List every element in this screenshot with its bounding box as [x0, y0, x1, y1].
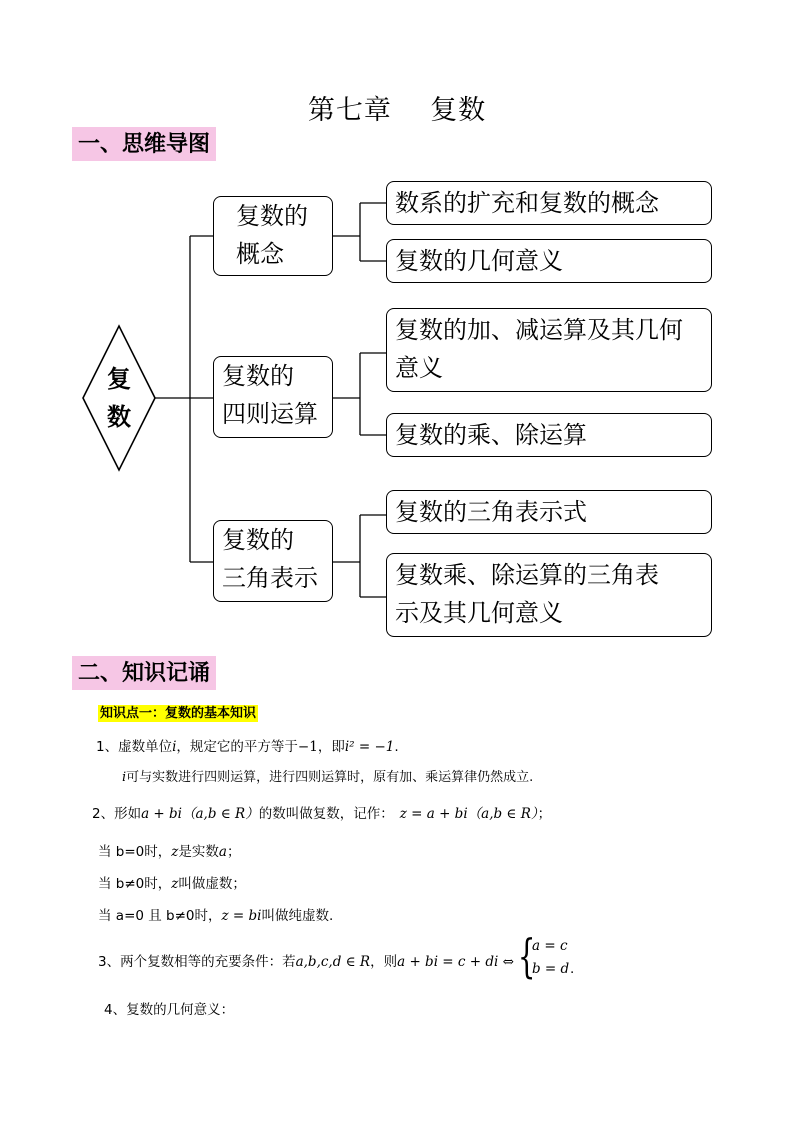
case-real: 当 b=0时，z是实数a；	[98, 844, 241, 860]
branch-node-trig	[213, 520, 333, 602]
leaf-node	[386, 413, 712, 457]
section-heading-mindmap: 一、思维导图	[72, 127, 216, 161]
system-line-1: a = c	[532, 938, 568, 954]
leaf-label: 复数的三角表示式	[395, 498, 587, 526]
branch-node-operations	[213, 356, 333, 438]
item-2: 2、形如a + bi（a,b ∈ R）的数叫做复数，记作： z = a + bi（a,b ∈ R）；	[92, 806, 552, 822]
branch-label-line: 四则运算	[222, 400, 318, 428]
leaf-node	[386, 553, 712, 637]
leaf-node	[386, 308, 712, 392]
branch-label-line: 复数的	[222, 526, 294, 554]
branch-node-concept	[213, 196, 333, 276]
leaf-label: 复数的加、减运算及其几何	[395, 316, 683, 344]
leaf-label: 复数乘、除运算的三角表	[395, 561, 659, 589]
leaf-node	[386, 181, 712, 225]
leaf-label: 复数的乘、除运算	[395, 421, 587, 449]
branch-label-line: 复数的	[236, 202, 308, 230]
page-title: 第七章 复数	[307, 95, 487, 126]
root-label-line-1: 复	[107, 365, 131, 393]
case-pure-imaginary: 当 a=0 且 b≠0时，z = bi叫做纯虚数.	[98, 908, 334, 924]
leaf-label: 示及其几何意义	[395, 599, 563, 627]
leaf-node	[386, 490, 712, 534]
leaf-label: 意义	[395, 354, 443, 382]
knowledge-point-highlight: 知识点一：复数的基本知识	[100, 706, 257, 721]
branch-label-line: 三角表示	[222, 564, 318, 592]
item-3: 3、两个复数相等的充要条件：若a,b,c,d ∈ R，则a + bi = c + di ⇔	[98, 954, 514, 970]
root-node	[83, 360, 155, 436]
item-1: 1、虚数单位i，规定它的平方等于−1，即i² = −1.	[96, 739, 399, 755]
item-4: 4、复数的几何意义：	[104, 1002, 235, 1018]
knowledge-point-label	[98, 702, 258, 721]
branch-label-line: 复数的	[222, 362, 294, 390]
section-heading-knowledge: 二、知识记诵	[72, 656, 216, 690]
system-line-2: b = d	[532, 961, 570, 977]
leaf-label: 复数的几何意义	[395, 247, 563, 275]
leaf-node	[386, 239, 712, 283]
root-label-line-2: 数	[107, 403, 131, 431]
case-imaginary: 当 b≠0时，z叫做虚数；	[98, 876, 246, 892]
item-1-note: i可与实数进行四则运算，进行四则运算时，原有加、乘运算律仍然成立.	[122, 770, 534, 785]
branch-label-line: 概念	[236, 240, 284, 268]
leaf-label: 数系的扩充和复数的概念	[395, 189, 659, 217]
system-end: .	[570, 961, 575, 977]
system-brace: {	[517, 929, 536, 983]
